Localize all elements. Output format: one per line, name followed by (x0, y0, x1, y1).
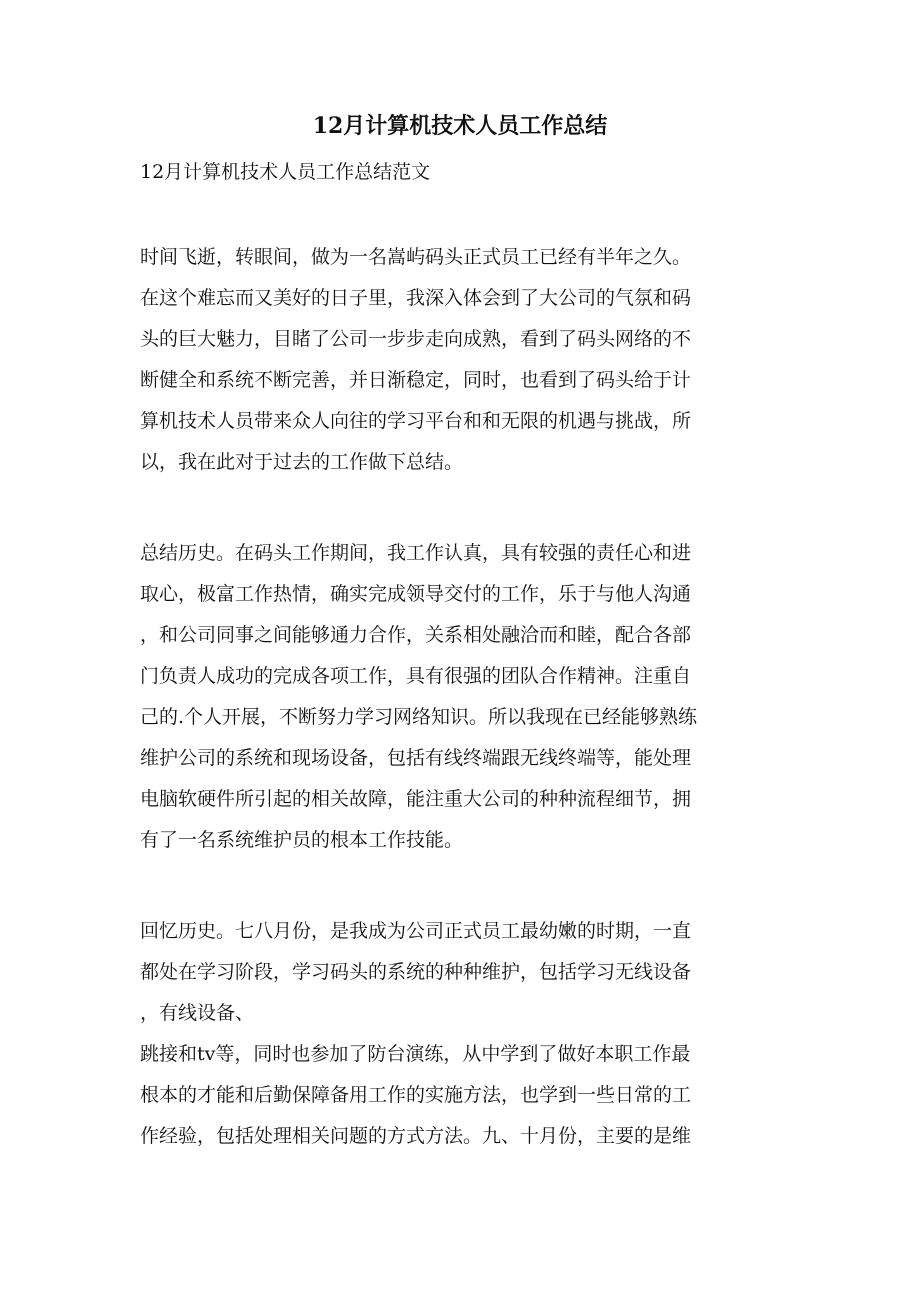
paragraph-line: ，有线设备、 (140, 1002, 255, 1024)
paragraph-line: 断健全和系统不断完善，并日渐稳定，同时，也看到了码头给于计 (140, 369, 692, 391)
paragraph-line: 回忆历史。七八月份，是我成为公司正式员工最幼嫩的时期，一直 (140, 920, 692, 942)
paragraph-line: 电脑软硬件所引起的相关故障，能注重大公司的种种流程细节，拥 (140, 788, 692, 810)
paragraph-line: 都处在学习阶段，学习码头的系统的种种维护，包括学习无线设备 (140, 961, 692, 983)
paragraph-line: 跳接和tv等，同时也参加了防台演练，从中学到了做好本职工作最 (140, 1043, 691, 1065)
paragraph-line: 作经验，包括处理相关问题的方式方法。九、十月份，主要的是维 (140, 1125, 692, 1147)
document-title: 12月计算机技术人员工作总结 (312, 113, 608, 139)
paragraph-line: 取心，极富工作热情，确实完成领导交付的工作，乐于与他人沟通 (140, 583, 692, 605)
paragraph-line: ，和公司同事之间能够通力合作，关系相处融洽而和睦，配合各部 (140, 624, 692, 646)
paragraph-intro (140, 237, 800, 483)
paragraph-line: 有了一名系统维护员的根本工作技能。 (140, 829, 464, 851)
paragraph-summary (140, 533, 800, 861)
paragraph-line: 头的巨大魅力，目睹了公司一步步走向成熟，看到了码头网络的不 (140, 328, 692, 350)
paragraph-review (140, 911, 800, 1157)
document-subtitle: 12月计算机技术人员工作总结范文 (140, 161, 431, 183)
paragraph-line: 算机技术人员带来众人向往的学习平台和和无限的机遇与挑战，所 (140, 410, 692, 432)
paragraph-line: 在这个难忘而又美好的日子里，我深入体会到了大公司的气氛和码 (140, 287, 692, 309)
paragraph-line: 时间飞逝，转眼间，做为一名嵩屿码头正式员工已经有半年之久。 (140, 246, 692, 268)
paragraph-line: 总结历史。在码头工作期间，我工作认真，具有较强的责任心和进 (140, 542, 692, 564)
paragraph-line: 己的.个人开展，不断努力学习网络知识。所以我现在已经能够熟练 (140, 706, 698, 728)
paragraph-line: 根本的才能和后勤保障备用工作的实施方法，也学到一些日常的工 (140, 1084, 692, 1106)
paragraph-line: 门负责人成功的完成各项工作，具有很强的团队合作精神。注重自 (140, 665, 692, 687)
paragraph-line: 维护公司的系统和现场设备，包括有线终端跟无线终端等，能处理 (140, 747, 692, 769)
paragraph-line: 以，我在此对于过去的工作做下总结。 (140, 451, 464, 473)
